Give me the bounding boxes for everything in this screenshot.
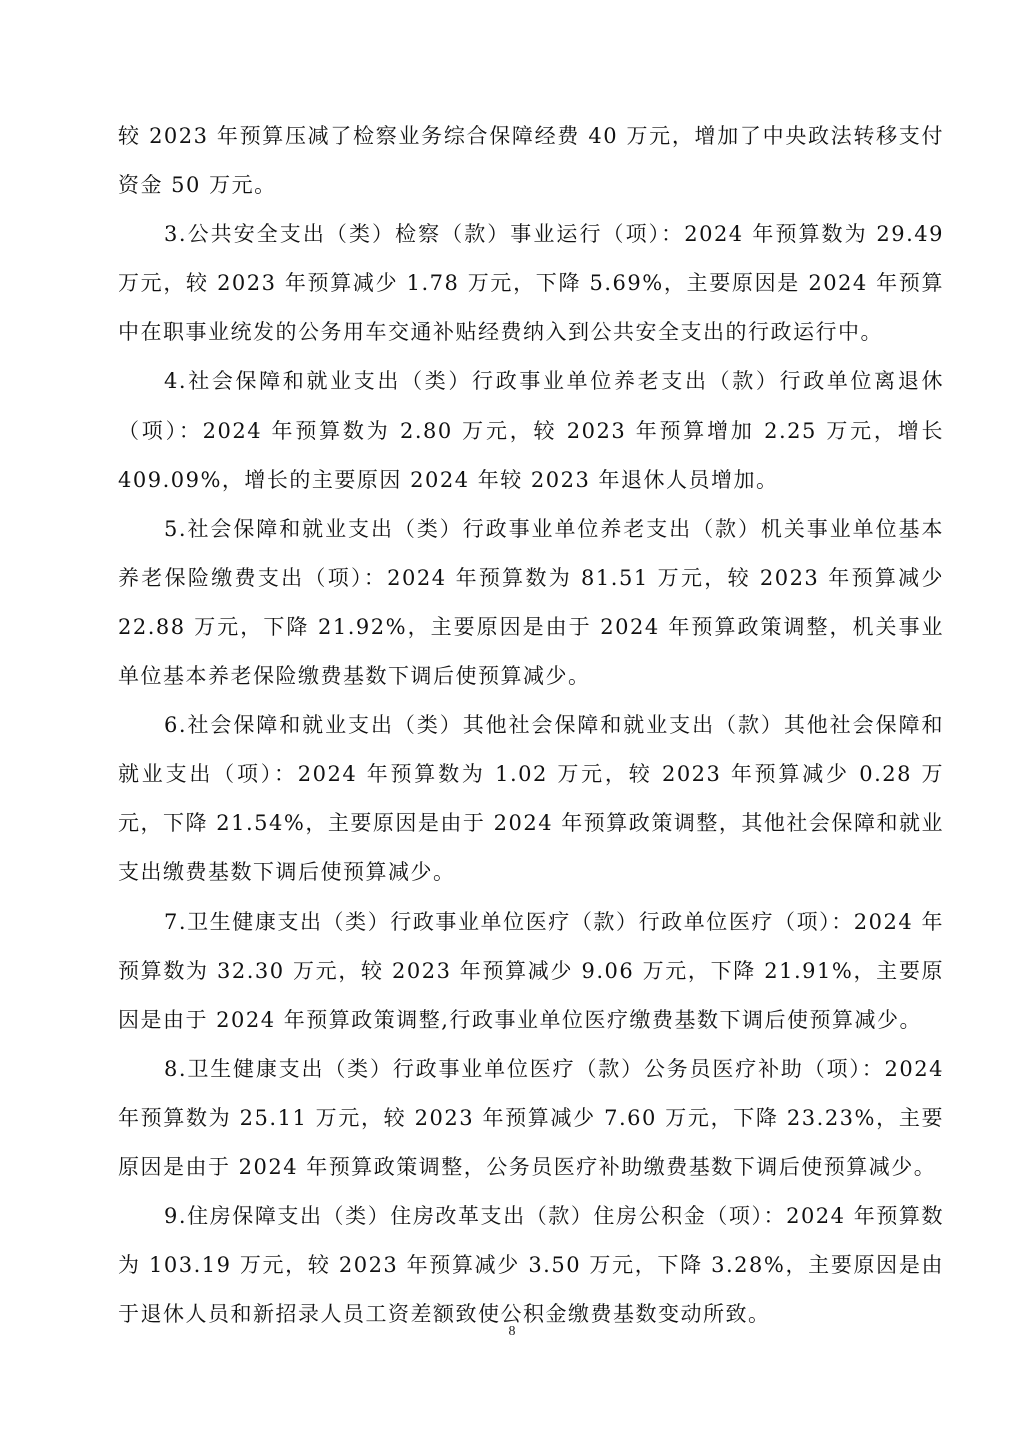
paragraph-item-7: 7.卫生健康支出（类）行政事业单位医疗（款）行政单位医疗（项）：2024 年预算数为 32.30 万元，较 2023 年预算减少 9.06 万元，下降 21.91%，主要原因是由于 2024 年预算政策调整,行政事业单位医疗缴费基数下调后使预算减少。 xyxy=(118,909,944,1032)
paragraph-item-8: 8.卫生健康支出（类）行政事业单位医疗（款）公务员医疗补助（项）：2024 年预算数为 25.11 万元，较 2023 年预算减少 7.60 万元，下降 23.23%，主要原因是由于 2024 年预算政策调整，公务员医疗补助缴费基数下调后使预算减少。 xyxy=(118,1056,944,1179)
document-body xyxy=(118,112,944,1339)
paragraph-item-4: 4.社会保障和就业支出（类）行政事业单位养老支出（款）行政单位离退休（项）：2024 年预算数为 2.80 万元，较 2023 年预算增加 2.25 万元，增长 409.09%，增长的主要原因 2024 年较 2023 年退休人员增加。 xyxy=(118,369,944,492)
page-number: 8 xyxy=(508,1324,516,1339)
paragraph-item-5: 5.社会保障和就业支出（类）行政事业单位养老支出（款）机关事业单位基本养老保险缴费支出（项）：2024 年预算数为 81.51 万元，较 2023 年预算减少 22.88 万元，下降 21.92%，主要原因是由于 2024 年预算政策调整，机关事业单位基本养老保险缴费基数下调后使预算减少。 xyxy=(118,516,944,689)
paragraph-continuation: 较 2023 年预算压减了检察业务综合保障经费 40 万元，增加了中央政法转移支付资金 50 万元。 xyxy=(118,124,944,198)
paragraph-item-9: 9.住房保障支出（类）住房改革支出（款）住房公积金（项）：2024 年预算数为 103.19 万元，较 2023 年预算减少 3.50 万元，下降 3.28%，主要原因是由于退休人员和新招录人员工资差额致使公积金缴费基数变动所致。 xyxy=(118,1204,944,1327)
paragraph-item-6: 6.社会保障和就业支出（类）其他社会保障和就业支出（款）其他社会保障和就业支出（项）：2024 年预算数为 1.02 万元，较 2023 年预算减少 0.28 万元，下降 21.54%，主要原因是由于 2024 年预算政策调整，其他社会保障和就业支出缴费基数下调后使预算减少。 xyxy=(118,713,944,885)
paragraph-item-3: 3.公共安全支出（类）检察（款）事业运行（项）：2024 年预算数为 29.49 万元，较 2023 年预算减少 1.78 万元，下降 5.69%，主要原因是 2024 年预算中在职事业统发的公务用车交通补贴经费纳入到公共安全支出的行政运行中。 xyxy=(118,222,944,345)
